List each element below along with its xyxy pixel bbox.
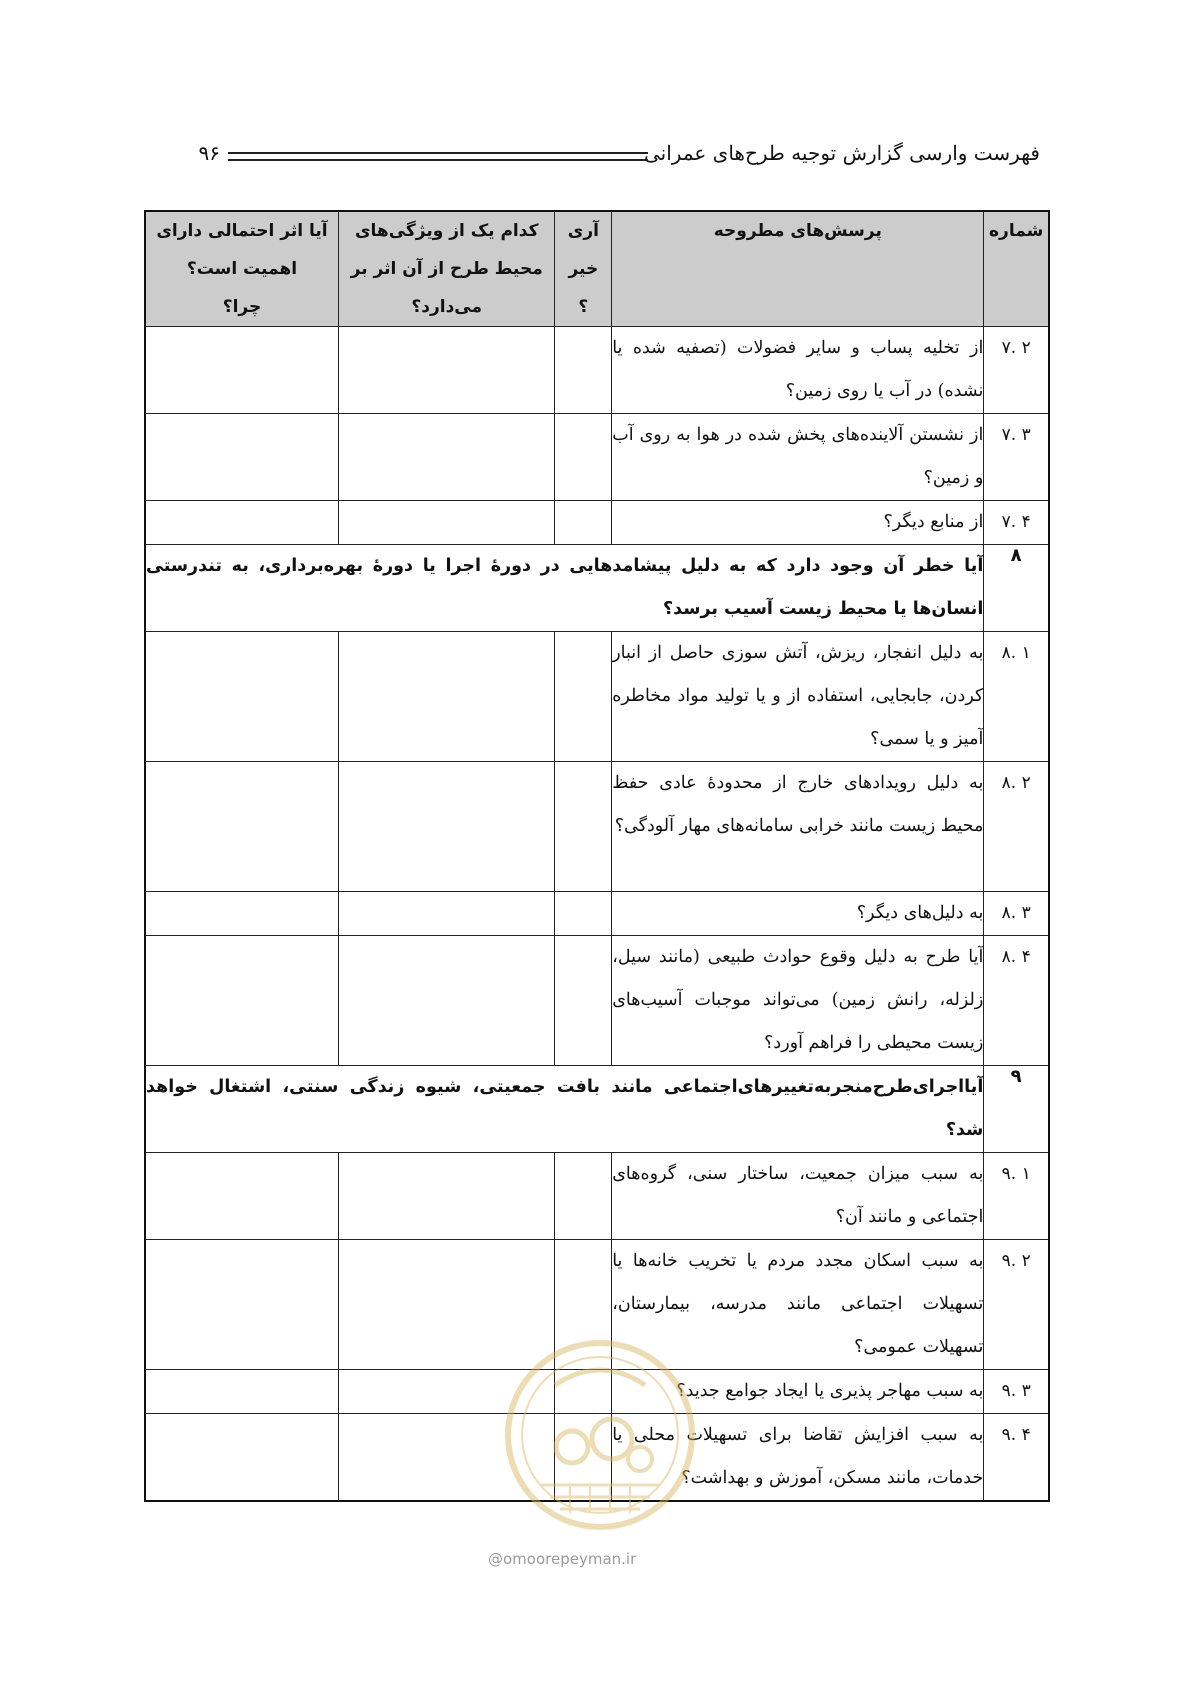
table-row [145, 762, 1049, 892]
yes-no-cell[interactable] [555, 762, 612, 892]
feature-cell[interactable] [338, 327, 555, 414]
running-header-title: فهرست وارسی گزارش توجیه طرح‌های عمرانی [644, 141, 1040, 165]
row-question: به سبب اسکان مجدد مردم یا تخریب خانه‌ها یا تسهیلات اجتماعی مانند مدرسه، بیمارستان، تسهیلات عمومی؟ [612, 1240, 984, 1370]
table-row [145, 936, 1049, 1066]
row-question: به سبب میزان جمعیت، ساختار سنی، گروه‌های اجتماعی و مانند آن؟ [612, 1153, 984, 1240]
yes-no-cell[interactable] [555, 414, 612, 501]
section-number: ۸ [984, 545, 1049, 632]
significance-cell[interactable] [145, 1370, 338, 1414]
feature-cell[interactable] [338, 892, 555, 936]
yes-no-cell[interactable] [555, 936, 612, 1066]
col-header-feature [338, 211, 555, 327]
row-question: به سبب مهاجر پذیری یا ایجاد جوامع جدید؟ [612, 1370, 984, 1414]
yes-no-cell[interactable] [555, 892, 612, 936]
row-number: ۲ .۷ [984, 327, 1049, 414]
col-header-yes-no [555, 211, 612, 327]
significance-cell[interactable] [145, 414, 338, 501]
significance-cell[interactable] [145, 327, 338, 414]
significance-line-1: آیا اثر احتمالی دارای [156, 221, 328, 241]
row-number: ۳ .۸ [984, 892, 1049, 936]
feature-cell[interactable] [338, 414, 555, 501]
header-rule [228, 152, 648, 161]
table-row [145, 632, 1049, 762]
feature-line-3: می‌دارد؟ [411, 297, 483, 317]
row-number: ۳ .۷ [984, 414, 1049, 501]
checklist-table [144, 210, 1050, 1502]
no-label: خیر [568, 259, 599, 279]
watermark-seal-icon [500, 1335, 700, 1540]
row-question: از نشستن آلاینده‌های پخش شده در هوا به روی آب و زمین؟ [612, 414, 984, 501]
yes-no-cell[interactable] [555, 632, 612, 762]
section-question: آیااجرای‌طرح‌منجربه‌تغییرهای‌اجتماعی مانند بافت جمعیتی، شیوه زندگی سنتی، اشتغال خواهد شد؟ [145, 1066, 984, 1153]
significance-cell[interactable] [145, 1414, 338, 1502]
yes-no-cell[interactable] [555, 501, 612, 545]
feature-cell[interactable] [338, 936, 555, 1066]
feature-cell[interactable] [338, 1153, 555, 1240]
section-number: ۹ [984, 1066, 1049, 1153]
table-row [145, 892, 1049, 936]
section-row-9 [145, 1066, 1049, 1153]
row-number: ۱ .۹ [984, 1153, 1049, 1240]
row-question: به دلیل رویدادهای خارج از محدودهٔ عادی حفظ محیط زیست مانند خرابی سامانه‌های مهار آلودگی؟ [612, 762, 984, 892]
significance-line-3: چرا؟ [222, 297, 262, 317]
feature-cell[interactable] [338, 762, 555, 892]
significance-cell[interactable] [145, 1240, 338, 1370]
feature-cell[interactable] [338, 632, 555, 762]
row-question: از تخلیه پساب و سایر فضولات (تصفیه شده یا نشده) در آب یا روی زمین؟ [612, 327, 984, 414]
row-question: به سبب افزایش تقاضا برای تسهیلات محلی یا خدمات، مانند مسکن، آموزش و بهداشت؟ [612, 1414, 984, 1502]
table-row [145, 1153, 1049, 1240]
row-number: ۲ .۸ [984, 762, 1049, 892]
row-number: ۱ .۸ [984, 632, 1049, 762]
significance-cell[interactable] [145, 762, 338, 892]
row-question: به دلیل‌های دیگر؟ [612, 892, 984, 936]
significance-cell[interactable] [145, 501, 338, 545]
significance-cell[interactable] [145, 632, 338, 762]
table-row [145, 501, 1049, 545]
col-header-significance [145, 211, 338, 327]
significance-line-2: اهمیت است؟ [186, 259, 298, 279]
feature-line-2: محیط طرح از آن اثر بر [350, 259, 543, 279]
row-number: ۴ .۹ [984, 1414, 1049, 1502]
significance-cell[interactable] [145, 1153, 338, 1240]
significance-cell[interactable] [145, 892, 338, 936]
significance-cell[interactable] [145, 936, 338, 1066]
col-header-question: پرسش‌های مطروحه [612, 211, 984, 327]
row-question: از منابع دیگر؟ [612, 501, 984, 545]
col-header-number: شماره [984, 211, 1049, 327]
section-row-8 [145, 545, 1049, 632]
section-question: آیا خطر آن وجود دارد که به دلیل پیشامدهایی در دورهٔ اجرا یا دورهٔ بهره‌برداری، به تندرستی انسان‌ها یا محیط زیست آسیب برسد؟ [145, 545, 984, 632]
question-mark-label: ؟ [578, 297, 589, 317]
yes-no-cell[interactable] [555, 327, 612, 414]
page-number: ۹۶ [198, 141, 220, 165]
row-number: ۴ .۷ [984, 501, 1049, 545]
row-question: آیا طرح به دلیل وقوع حوادث طبیعی (مانند سیل، زلزله، رانش زمین) می‌تواند موجبات آسیب‌های زیست محیطی را فراهم آورد؟ [612, 936, 984, 1066]
row-number: ۳ .۹ [984, 1370, 1049, 1414]
yes-no-cell[interactable] [555, 1153, 612, 1240]
row-number: ۲ .۹ [984, 1240, 1049, 1370]
yes-label: آری [567, 221, 599, 241]
row-number: ۴ .۸ [984, 936, 1049, 1066]
feature-line-1: کدام یک از ویژگی‌های [354, 221, 539, 241]
watermark-url: @omoorepeyman.ir [488, 1550, 637, 1568]
table-row [145, 327, 1049, 414]
row-question: به دلیل انفجار، ریزش، آتش سوزی حاصل از انبار کردن، جابجایی، استفاده از و یا تولید مواد مخاطره آمیز و یا سمی؟ [612, 632, 984, 762]
table-header-row [145, 211, 1049, 327]
feature-cell[interactable] [338, 501, 555, 545]
table-row [145, 414, 1049, 501]
